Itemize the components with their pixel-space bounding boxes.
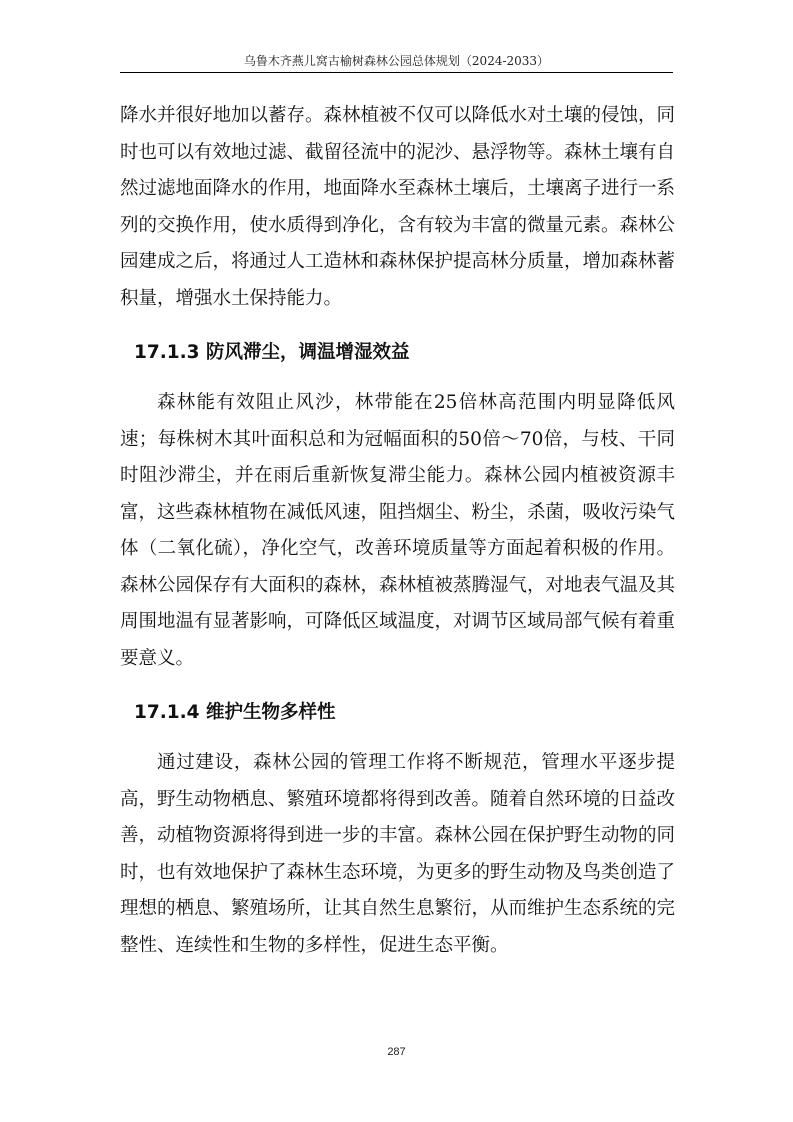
section-paragraph-17-1-4: 通过建设，森林公园的管理工作将不断规范，管理水平逐步提高，野生动物栖息、繁殖环境都将得到改善。随着自然环境的日益改善，动植物资源将得到进一步的丰富。森林公园在保护野生动物的同时，也有效地保护了森林生态环境，为更多的野生动物及鸟类创造了理想的栖息、繁殖场所，让其自然生息繁衍，从而维护生态系统的完整性、连续性和生物的多样性，促进生态平衡。 bbox=[120, 752, 676, 956]
running-header: 乌鲁木齐燕儿窝古榆树森林公园总体规划（2024-2033） bbox=[243, 54, 550, 68]
section-heading-17-1-4: 17.1.4 维护生物多样性 bbox=[134, 702, 336, 723]
page-body bbox=[120, 98, 675, 964]
page-number: 287 bbox=[387, 1046, 406, 1058]
section-heading-17-1-3: 17.1.3 防风滞尘，调温增湿效益 bbox=[134, 342, 410, 363]
section-paragraph-17-1-3: 森林能有效阻止风沙，林带能在25倍林高范围内明显降低风速；每株树木其叶面积总和为冠幅面积的50倍～70倍，与枝、干同时阻沙滞尘，并在雨后重新恢复滞尘能力。森林公园内植被资源丰富，这些森林植物在减低风速，阻挡烟尘、粉尘，杀菌，吸收污染气体（二氧化硫），净化空气，改善环境质量等方面起着积极的作用。森林公园保存有大面积的森林，森林植被蒸腾湿气，对地表气温及其周围地温有显著影响，可降低区域温度，对调节区域局部气候有着重要意义。 bbox=[120, 392, 676, 669]
intro-paragraph: 降水并很好地加以蓄存。森林植被不仅可以降低水对土壤的侵蚀，同时也可以有效地过滤、截留径流中的泥沙、悬浮物等。森林土壤有自然过滤地面降水的作用，地面降水至森林土壤后，土壤离子进行一系列的交换作用，使水质得到净化，含有较为丰富的微量元素。森林公园建成之后，将通过人工造林和森林保护提高林分质量，增加森林蓄积量，增强水土保持能力。 bbox=[120, 105, 676, 309]
header-rule bbox=[120, 72, 673, 73]
